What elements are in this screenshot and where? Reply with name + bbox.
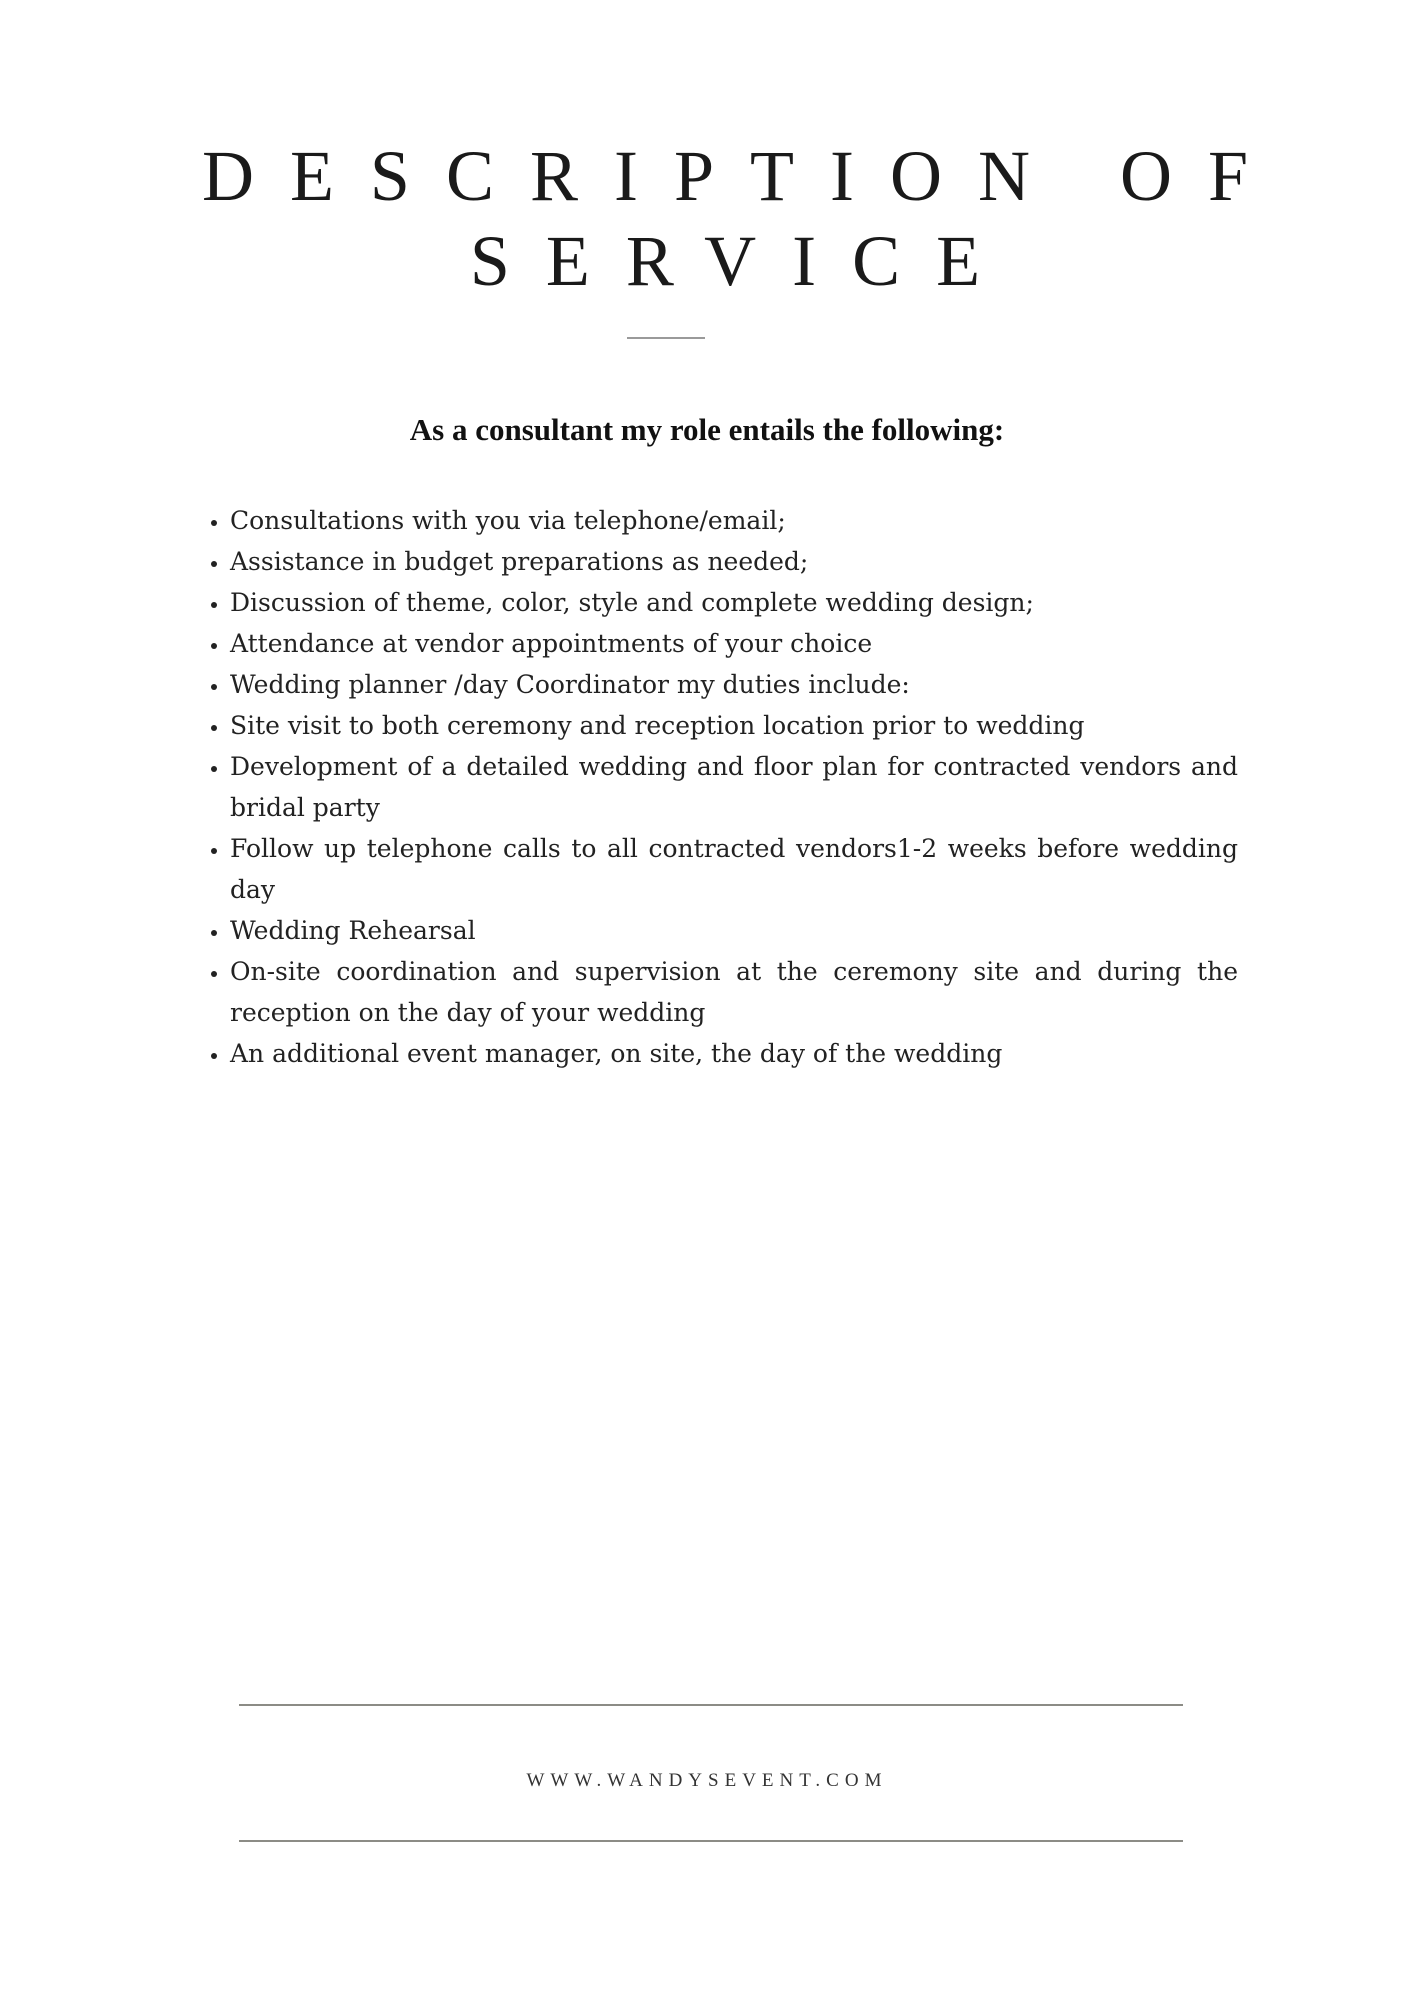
page-title-line-2: SERVICE [469, 221, 1017, 301]
website-link[interactable]: WWW.WANDYSEVENT.COM [526, 1770, 888, 1791]
list-item: • Assistance in budget preparations as needed; [230, 541, 1238, 582]
duties-list [196, 500, 1238, 1074]
intro-heading: As a consultant my role entails the following: [409, 412, 1005, 447]
footer-divider-bottom [239, 1840, 1183, 1842]
title-divider [627, 337, 705, 339]
list-item: • Site visit to both ceremony and reception location prior to wedding [230, 705, 1238, 746]
list-item: • Development of a detailed wedding and floor plan for contracted vendors and bridal party [230, 746, 1238, 828]
list-item: • On-site coordination and supervision at the ceremony site and during the reception on the day of your wedding [230, 951, 1238, 1033]
list-item: • Consultations with you via telephone/email; [230, 500, 1238, 541]
list-item: • Attendance at vendor appointments of your choice [230, 623, 1238, 664]
list-item: • Wedding planner /day Coordinator my duties include: [230, 664, 1238, 705]
list-item: • Discussion of theme, color, style and complete wedding design; [230, 582, 1238, 623]
footer-divider-top [239, 1704, 1183, 1706]
list-item: • Wedding Rehearsal [230, 910, 1238, 951]
page-title-line-1: DESCRIPTION OF [201, 136, 1285, 216]
list-item: • An additional event manager, on site, the day of the wedding [230, 1033, 1238, 1074]
list-item: • Follow up telephone calls to all contracted vendors1-2 weeks before wedding day [230, 828, 1238, 910]
